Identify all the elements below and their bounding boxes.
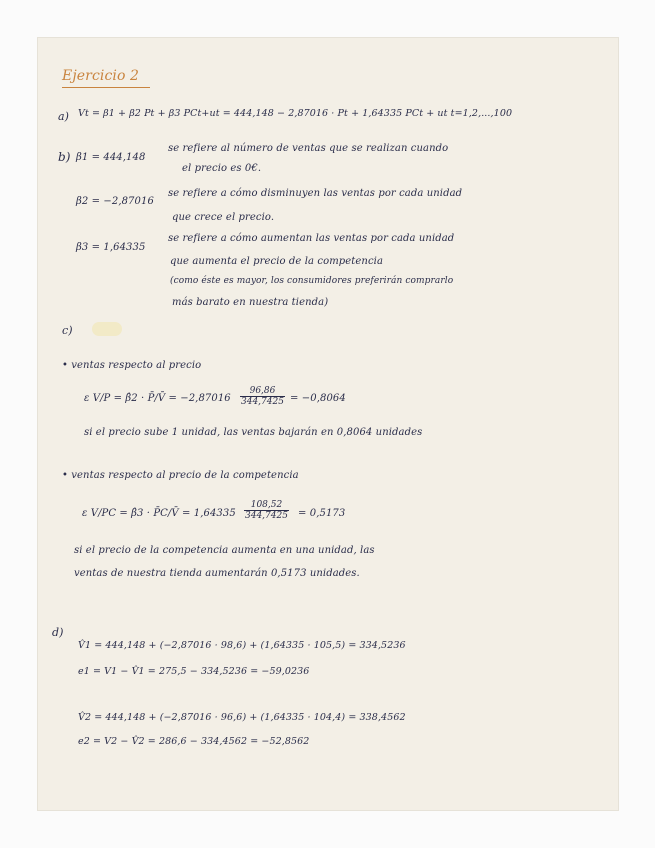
- elasticity-competition-numerator: 108,52: [244, 500, 289, 511]
- elasticity-price-denominator: 344,7425: [241, 397, 284, 407]
- elasticity-competition-interpretation-line2: ventas de nuestra tienda aumentarán 0,5173 unidades.: [74, 568, 360, 579]
- prediction-2: V̂2 = 444,148 + (−2,87016 · 96,6) + (1,64335 · 104,4) = 338,4562: [78, 712, 406, 723]
- model-equation: Vt = β1 + β2 Pt + β3 PCt+ut = 444,148 − 2,87016 · Pt + 1,64335 PCt + ut t=1,2,...,100: [78, 108, 513, 119]
- beta3-interpretation-line1: se refiere a cómo aumentan las ventas por cada unidad: [168, 233, 455, 244]
- elasticity-competition-interpretation-line1: si el precio de la competencia aumenta en una unidad, las: [74, 545, 375, 556]
- elasticity-competition-denominator: 344,7425: [245, 511, 288, 521]
- exercise-title: Ejercicio 2: [62, 68, 140, 84]
- elasticity-competition-result: = 0,5173: [298, 508, 346, 519]
- highlighter-smudge: [92, 322, 122, 336]
- title-underline: [62, 87, 150, 88]
- beta1-value: β1 = 444,148: [76, 152, 146, 163]
- elasticity-price-fraction: [240, 386, 285, 407]
- beta2-value: β2 = −2,87016: [76, 196, 154, 207]
- elasticity-price-result: = −0,8064: [290, 393, 346, 404]
- beta3-interpretation-line3: (como éste es mayor, los consumidores preferirán comprarlo: [170, 276, 454, 286]
- part-b-label: b): [58, 150, 71, 164]
- residual-1: e1 = V1 − V̂1 = 275,5 − 334,5236 = −59,0236: [78, 666, 310, 677]
- beta1-interpretation-line1: se refiere al número de ventas que se realizan cuando: [168, 143, 449, 154]
- elasticity-competition-heading: • ventas respecto al precio de la competencia: [62, 470, 299, 481]
- beta2-interpretation-line1: se refiere a cómo disminuyen las ventas por cada unidad: [168, 188, 463, 199]
- part-a-label: a): [58, 110, 70, 123]
- part-d-label: d): [52, 626, 64, 639]
- elasticity-price-heading: • ventas respecto al precio: [62, 360, 202, 371]
- elasticity-price-numerator: 96,86: [240, 386, 285, 397]
- beta2-interpretation-line2: que crece el precio.: [172, 212, 275, 223]
- elasticity-price-interpretation: si el precio sube 1 unidad, las ventas bajarán en 0,8064 unidades: [84, 427, 423, 438]
- elasticity-competition-formula: ε V/PC = β̂3 · P̄C/V̄ = 1,64335: [82, 508, 236, 519]
- elasticity-competition-fraction: [244, 500, 289, 521]
- prediction-1: V̂1 = 444,148 + (−2,87016 · 98,6) + (1,64335 · 105,5) = 334,5236: [78, 640, 406, 651]
- beta3-interpretation-line2: que aumenta el precio de la competencia: [170, 256, 384, 267]
- part-c-label: c): [62, 324, 73, 337]
- beta3-interpretation-line4: más barato en nuestra tienda): [172, 297, 329, 308]
- elasticity-price-formula: ε V/P = β̂2 · P̄/V̄ = −2,87016: [84, 393, 231, 404]
- beta1-interpretation-line2: el precio es 0€.: [182, 163, 262, 174]
- residual-2: e2 = V2 − V̂2 = 286,6 − 334,4562 = −52,8562: [78, 736, 310, 747]
- beta3-value: β3 = 1,64335: [76, 242, 146, 253]
